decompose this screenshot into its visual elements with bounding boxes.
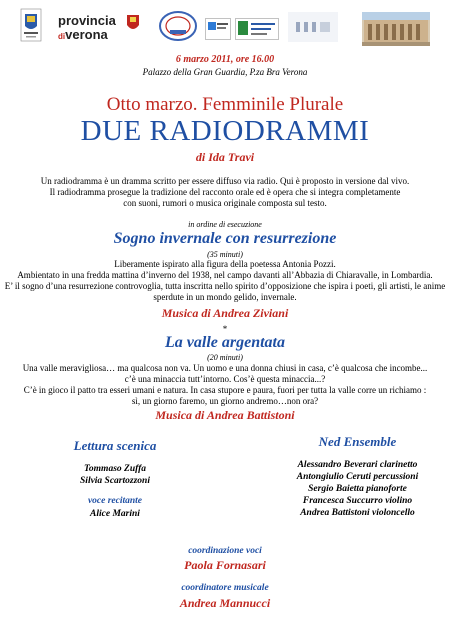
drama1-desc-line: Ambientato in una fredda mattina d’inverno del 1938, nel campo davanti all’Abbazia di Chiaravalle, in Lombardia. — [17, 270, 433, 280]
provincia-verona-logo — [58, 14, 140, 44]
order-label: in ordine di esecuzione — [188, 220, 262, 229]
drama2-title: La valle argentata — [165, 334, 285, 351]
drama1-desc-line: E’ il sogno d’una resurrezione controvoglia, tutta inscritta nello spirito d’opposizione che ispira i poeti, gli artisti, le anime — [4, 281, 446, 291]
music-coordinator-label: coordinatore musicale — [181, 583, 269, 593]
lettura-heading: Lettura scenica — [73, 438, 157, 453]
music-coordinator-name: Andrea Mannucci — [179, 596, 271, 610]
comune-crest-logo — [20, 8, 42, 42]
drama2-desc-line: sì, un giorno faremo, un giorno andremo…non ora? — [131, 396, 319, 406]
drama2-desc-line: c’è una minaccia tutt’intorno. Cos’è questa minaccia...? — [124, 374, 326, 384]
voices-coordination-name: Paola Fornasari — [184, 558, 266, 572]
event-date: 6 marzo 2011, ore 16.00 — [175, 54, 275, 65]
intro-paragraph — [0, 176, 450, 209]
title-main: DUE RADIODRAMMI — [80, 115, 370, 147]
title-author: di Ida Travi — [195, 150, 255, 164]
comune-verona-logo — [235, 18, 279, 40]
ensemble-heading: Ned Ensemble — [318, 434, 397, 449]
intro-line: Un radiodramma è un dramma scritto per essere diffuso via radio. Qui è proposto in versione dal vivo. — [40, 176, 410, 186]
ensemble-member: Andrea Battistoni violoncello — [300, 508, 415, 518]
lettura-name: Tommaso Zuffa — [83, 464, 147, 474]
drama1-description — [0, 259, 450, 303]
ensemble-member: Alessandro Beverari clarinetto — [297, 460, 418, 470]
intro-line: con suoni, rumori o musica originale composta sul testo. — [123, 198, 327, 208]
gran-guardia-building-image — [362, 12, 430, 46]
drama2-desc-line: Una valle meravigliosa… ma qualcosa non va. Un uomo e una donna chiusi in casa, c’è qualcosa che incombe... — [22, 363, 428, 373]
ensemble-member: Antongiulio Ceruti percussioni — [296, 472, 419, 482]
lettura-column — [40, 438, 190, 519]
drama1-duration: (35 minuti) — [207, 250, 243, 259]
provincia-crest-icon — [126, 14, 140, 34]
provincia-di-text: di — [58, 32, 66, 41]
drama2-duration: (20 minuti) — [207, 353, 243, 362]
separator-star: * — [222, 324, 228, 334]
drama1-desc-line: sperdute in un mondo gelido, invernale. — [153, 292, 297, 302]
drama2-description — [0, 363, 450, 407]
ensemble-member: Francesca Succurro violino — [302, 496, 413, 506]
ensemble-member: Sergio Baietta pianoforte — [308, 484, 407, 494]
event-venue: Palazzo della Gran Guardia, P.za Bra Verona — [142, 67, 308, 77]
verona-text: verona — [65, 27, 108, 42]
voice-label: voce recitante — [87, 496, 143, 506]
regione-logo — [205, 18, 231, 40]
title-line1: Otto marzo. Femminile Plurale — [106, 94, 344, 115]
drama2-desc-line: C’è in gioco il patto tra esseri umani e natura. In casa stupore e paura, fuori per tutta la valle corre un richiamo : — [23, 385, 427, 395]
voices-coordination-label: coordinazione voci — [188, 546, 262, 556]
association-circle-logo — [158, 10, 198, 42]
drama1-music: Musica di Andrea Ziviani — [161, 306, 289, 320]
provincia-text: provincia — [58, 13, 116, 28]
lettura-name: Silvia Scartozzoni — [80, 476, 150, 486]
drama2-music: Musica di Andrea Battistoni — [155, 408, 295, 422]
intro-line: Il radiodramma prosegue la tradizione del racconto orale ed è opera che si integra completamente — [49, 187, 401, 197]
ensemble-column — [270, 434, 445, 518]
drama1-desc-line: Liberamente ispirato alla figura della poetessa Antonia Pozzi. — [114, 259, 336, 269]
voice-name: Alice Marini — [90, 509, 140, 519]
logo-bar — [0, 8, 450, 50]
drama1-title: Sogno invernale con resurrezione — [113, 230, 337, 247]
ne-logo — [288, 12, 338, 42]
